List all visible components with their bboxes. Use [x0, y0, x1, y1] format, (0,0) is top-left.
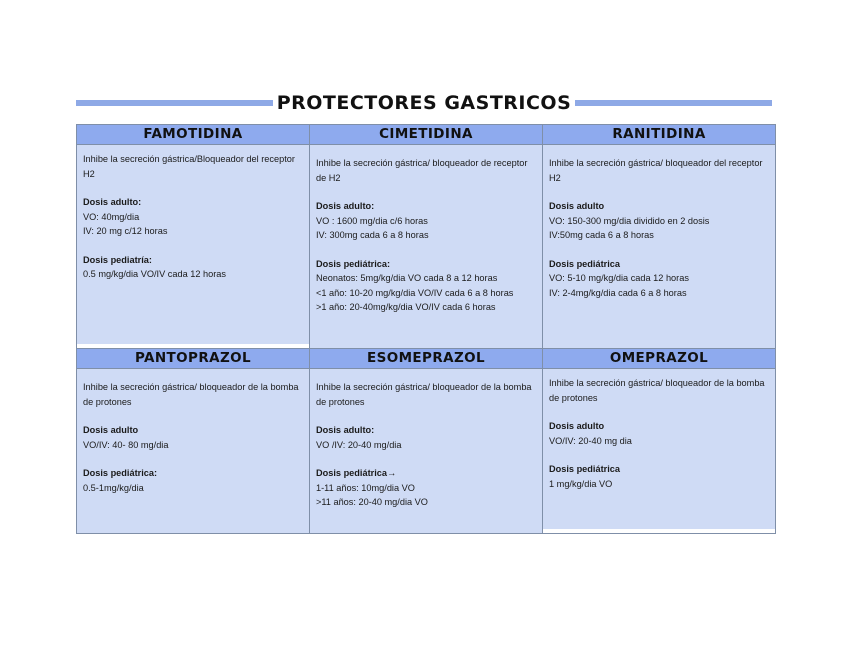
table-row — [77, 349, 776, 534]
drug-card-cimetidina — [310, 125, 543, 349]
drug-body — [543, 369, 775, 529]
drug-card-ranitidina — [543, 125, 776, 349]
adult-dose-line: VO /IV: 20-40 mg/dia — [316, 439, 402, 450]
pediatric-dose-line: >11 años: 20-40 mg/dia VO — [316, 497, 428, 507]
pediatric-dose-line: 0.5-1mg/kg/dia — [83, 482, 144, 493]
drug-body — [543, 145, 775, 348]
pediatric-dose-label: Dosis pediátrica: — [316, 258, 391, 269]
mechanism-text: Inhibe la secreción gástrica/ bloqueador de la bomba de protones — [316, 382, 532, 407]
pediatric-dose-line: Neonatos: 5mg/kg/dia VO cada 8 a 12 horas — [316, 273, 498, 283]
pediatric-dose-line: IV: 2-4mg/kg/dia cada 6 a 8 horas — [549, 287, 687, 298]
adult-dose-line: VO: 40mg/dia — [83, 211, 140, 222]
adult-dose-line: VO/IV: 40- 80 mg/dia — [83, 439, 169, 450]
drug-name: RANITIDINA — [543, 125, 775, 145]
drug-body — [310, 369, 542, 533]
drug-name: PANTOPRAZOL — [77, 349, 309, 369]
drug-name: OMEPRAZOL — [543, 349, 775, 369]
mechanism-text: Inhibe la secreción gástrica/ bloqueador de la bomba de protones — [549, 378, 765, 403]
table-row — [77, 125, 776, 349]
mechanism-text: Inhibe la secreción gástrica/Bloqueador del receptor H2 — [83, 154, 295, 179]
drug-card-famotidina — [77, 125, 310, 349]
pediatric-dose-line: >1 año: 20-40mg/kg/dia VO/IV cada 6 horas — [316, 302, 496, 312]
drug-body — [310, 145, 542, 348]
adult-dose-label: Dosis adulto: — [83, 197, 142, 207]
drug-body — [77, 369, 309, 533]
page-title: PROTECTORES GASTRICOS — [0, 92, 848, 114]
drug-name: ESOMEPRAZOL — [310, 349, 542, 369]
pediatric-dose-line: 1-11 años: 10mg/dia VO — [316, 482, 415, 493]
adult-dose-line: IV:50mg cada 6 a 8 horas — [549, 230, 654, 240]
pediatric-dose-line: 1 mg/kg/dia VO — [549, 478, 613, 489]
adult-dose-label: Dosis adulto — [549, 201, 605, 211]
drug-table — [76, 124, 776, 534]
pediatric-dose-label: Dosis pediátrica: — [83, 468, 158, 478]
mechanism-text: Inhibe la secreción gástrica/ bloqueador del receptor H2 — [549, 158, 763, 183]
mechanism-text: Inhibe la secreción gástrica/ bloqueador de receptor de H2 — [316, 158, 528, 183]
adult-dose-line: VO: 150-300 mg/dia dividido en 2 dosis — [549, 215, 710, 226]
drug-card-pantoprazol — [77, 349, 310, 534]
drug-name: CIMETIDINA — [310, 125, 542, 145]
pediatric-dose-line: <1 año: 10-20 mg/kg/dia VO/IV cada 6 a 8 horas — [316, 287, 514, 298]
adult-dose-label: Dosis adulto — [83, 425, 139, 435]
adult-dose-label: Dosis adulto: — [316, 425, 375, 435]
pediatric-dose-line: VO: 5-10 mg/kg/dia cada 12 horas — [549, 273, 689, 283]
adult-dose-label: Dosis adulto — [549, 421, 605, 431]
adult-dose-label: Dosis adulto: — [316, 201, 375, 211]
pediatric-dose-label: Dosis pediátrica — [549, 464, 620, 474]
adult-dose-line: IV: 300mg cada 6 a 8 horas — [316, 230, 429, 240]
pediatric-dose-label: Dosis pediatría: — [83, 254, 152, 265]
adult-dose-line: VO : 1600 mg/dia c/6 horas — [316, 215, 428, 226]
adult-dose-line: VO/IV: 20-40 mg dia — [549, 435, 632, 446]
drug-card-esomeprazol — [310, 349, 543, 534]
drug-name: FAMOTIDINA — [77, 125, 309, 145]
mechanism-text: Inhibe la secreción gástrica/ bloqueador de la bomba de protones — [83, 382, 299, 407]
adult-dose-line: IV: 20 mg c/12 horas — [83, 226, 168, 236]
pediatric-dose-label: Dosis pediátrica→ — [316, 468, 397, 478]
pediatric-dose-label: Dosis pediátrica — [549, 258, 620, 269]
pediatric-dose-line: 0.5 mg/kg/dia VO/IV cada 12 horas — [83, 269, 226, 279]
drug-body — [77, 145, 309, 344]
drug-card-omeprazol — [543, 349, 776, 534]
